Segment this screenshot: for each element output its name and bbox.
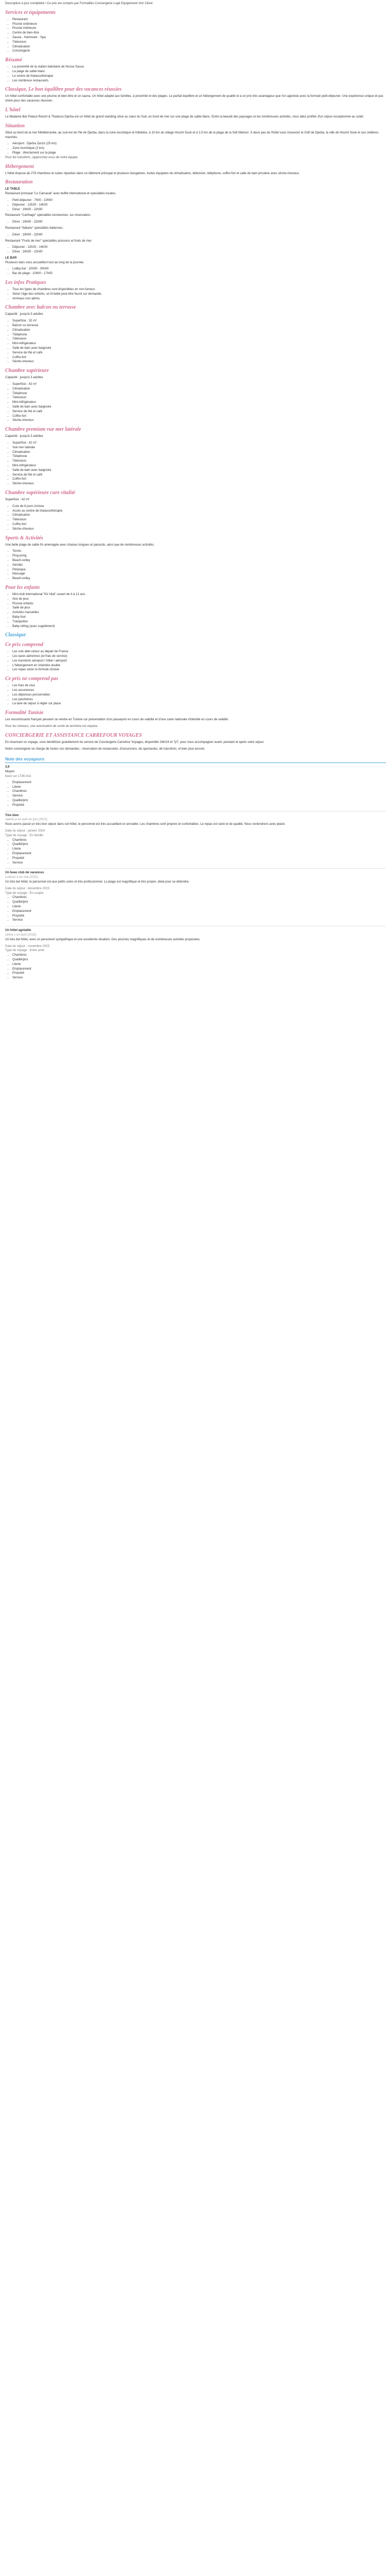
list-item: • Literie (12, 785, 386, 790)
restaurant-text: Plusieurs bars vous accueillent tout au long de la journée. (5, 261, 85, 264)
list-item: • Dîner : 19h00 - 22h00 (12, 220, 386, 225)
room-features (5, 504, 386, 532)
list-item: • Télévision (12, 40, 386, 45)
review-type: Type de voyage : En couple (5, 891, 44, 895)
situation-list (5, 142, 386, 155)
concierge-text2: Notre conciergerie se charge de toutes vos demandes : réservation de restaurants, d'excursions, de spectacles, de transferts, et bien plus encore. (5, 747, 205, 751)
list-item: • Service (12, 918, 386, 923)
room-title: Chambre supérieure (5, 368, 49, 374)
list-item: • Déjeuner : 12h30 - 14h30 (12, 245, 386, 250)
review-text: Un très bel hôtel, avec un personnel sympathique et une excellente situation. Des piscines magnifiques et de nombreuses activités proposées. (5, 938, 201, 941)
classique-text: Un hôtel confortable avec une piscine et bien-être et un sauna. Un hôtel adapté aux familles, à proximité et des plages. Le parfait équilibre et un hébergement de qualité et à un prix très avantageux que l'on apprécie avec la formule petit-déjeuner. Une expérience unique et pas chère pour des vacances réussies. (5, 95, 383, 103)
room-capacity: Capacité : jusqu'à 3 adultes (5, 376, 43, 380)
list-item: • Service de thé et café (12, 473, 386, 478)
classique-title: Classique, Le bon équilibre pour des vacances réussies (5, 87, 122, 93)
situation-title: Situation (5, 123, 25, 129)
price-list (5, 650, 386, 672)
list-item: • Le centre de thalassothérapie (12, 74, 386, 79)
review-date: Date du séjour : janvier 2024 (5, 829, 45, 833)
list-item: • Literie (12, 962, 386, 967)
list-item: • Déjeuner : 12h30 - 14h30 (12, 203, 386, 208)
restaurant-hours (5, 267, 386, 276)
review-head: Un beau club de vacances (5, 871, 44, 875)
list-item: • Superficie : 42 m² (12, 382, 386, 387)
list-item: • Propreté (12, 803, 386, 808)
review-criteria (5, 953, 386, 980)
list-item: • Superficie : 42 m² (12, 441, 386, 446)
list-item: • Climatisation (12, 450, 386, 455)
reviews-score-label: Moyen (5, 770, 15, 774)
room-capacity: Capacité : jusqu'à 3 adultes (5, 435, 43, 438)
rooms-section (5, 304, 386, 531)
review-head: Très bien (5, 814, 19, 817)
list-item: • Télévision (12, 459, 386, 464)
resume-title: Résumé (5, 57, 22, 63)
sports-title: Sports & Activités (5, 535, 43, 541)
room-features (5, 382, 386, 423)
list-item: • Les vols aller-retour au départ de France (12, 650, 386, 654)
list-item: • Vue mer latérale (12, 446, 386, 450)
enfants-title: Pour les enfants (5, 584, 40, 590)
list-item: • Les frais de visa (12, 684, 386, 688)
list-item: • Téléphone (12, 454, 386, 459)
restaurant-block (5, 226, 386, 238)
list-item: • Dîner : 19h00 - 22h00 (12, 208, 386, 212)
situation-note: Pour les transferts, rapprochez-vous de notre équipe. (5, 156, 78, 159)
list-item: • Qualité/prix (12, 900, 386, 905)
list-item: • Piscine enfants (12, 602, 386, 606)
concierge-title: CONCIERGERIE ET ASSISTANCE CARREFOUR VOYAGES (5, 732, 142, 738)
list-item: • Les repas selon la formule choisie (12, 668, 386, 672)
list-item: • Salle de bain avec baignoire (12, 405, 386, 410)
notprice-title: Ce prix ne comprend pas (5, 676, 58, 682)
list-item: • Service (12, 976, 386, 980)
list-item: • Les pourboires (12, 698, 386, 702)
list-item: • Coffre-fort (12, 414, 386, 419)
list-item: • L'hébergement en chambre double (12, 664, 386, 668)
list-item: • Tennis (12, 549, 386, 554)
list-item: • Lobby bar : 10h00 - 00h00 (12, 267, 386, 272)
sports-list (5, 549, 386, 581)
restaurant-hours (5, 233, 386, 238)
list-item: • Literie (12, 905, 386, 909)
list-item: • Les nombreux restaurants (12, 79, 386, 83)
list-item: • Mini-réfrigérateur (12, 464, 386, 468)
list-item: • Les taxes aériennes (et frais de service) (12, 654, 386, 659)
review-item (5, 811, 386, 866)
restaurant-text: Restaurant "Fruits de mer" spécialités poissons et fruits de mer. (5, 239, 92, 243)
formalites-text: Les ressortissants français peuvent se rendre en Tunisie sur présentation d'un passeport en cours de validité et d'une carte nationale d'identité en cours de validité. (5, 718, 229, 722)
reviews-list (5, 811, 386, 980)
situation-text: Situé au bord de la mer Méditerranée, au sud-est de l'île de Djerba, dans la zone touristique et hôtelière, à 10 km du village Houmt Souk et à 2,5 km de la plage de la Sidi Mahrez. À deux pas de l'hôtel vous trouverez le Golf de Djerba, la ville de Houmt Souk et ses célèbres marchés. (5, 131, 379, 139)
list-item: • Qualité/prix (12, 842, 386, 847)
list-item: • Sèche-cheveux (12, 482, 386, 486)
reviews-criteria-list (5, 781, 386, 808)
restaurant-block (5, 213, 386, 225)
list-item: • Sèche-cheveux (12, 418, 386, 423)
list-item: • Les transferts aéroport / hôtel / aéroport (12, 659, 386, 664)
hotel-title: L'hôtel (5, 107, 21, 113)
restaurant-text: Restaurant principal "Le Carnaval" avec buffet international et spécialités locales. (5, 192, 117, 196)
list-item: • Piscine intérieure (12, 26, 386, 31)
list-item: • Massage (12, 572, 386, 577)
list-item: • Bar de plage : 10h00 - 17h00 (12, 272, 386, 276)
review-item (5, 868, 386, 923)
review-text: Nous avons passé un très bon séjour dans cet hôtel, le personnel est très accueillant et serviable. Les chambres sont propres et confortables. Le repas est varié et de qualité. Nous reviendrons avec plaisir. (5, 823, 286, 826)
list-item: • Chambres (12, 953, 386, 958)
list-item: • La taxe de séjour à régler sur place (12, 702, 386, 706)
intro-text: Description à jour complétée ! Ce prix est compris par Formalités Conciergerie Logé Equipement Voir Client (5, 2, 153, 5)
hebergement-text: L'hôtel dispose de 278 chambres et suites réparties dans un bâtiment principal et plusieurs bungalows, toutes équipées de climatisation, télévision, téléphone, coffre-fort et salle de bain privative avec sèche-cheveux. (5, 172, 300, 175)
list-item: • Restaurant (12, 18, 386, 22)
review-author: valerie p en avril en juin (2021) (5, 818, 48, 822)
review-item (5, 926, 386, 980)
restaurant-text: Restaurant "Italiano" spécialités italiennes. (5, 226, 63, 230)
list-item: • Beach-volley (12, 577, 386, 581)
list-item: • Sèche-cheveux (12, 360, 386, 364)
list-item: • Coffre-fort (12, 477, 386, 482)
list-item: • Service (12, 861, 386, 866)
list-item: • Aérobic (12, 563, 386, 568)
formalites-title: Formalité Tunisie (5, 710, 44, 716)
list-item: • Chambres (12, 895, 386, 900)
list-item: • Centre de bien-être (12, 31, 386, 36)
review-criteria (5, 895, 386, 923)
restaurant-head: LE TABLE (5, 188, 20, 191)
loisirs-title: Les infos Pratiques (5, 280, 46, 286)
list-item: • Les assurances (12, 688, 386, 693)
list-item: • Activités manuelles (12, 611, 386, 615)
review-date: Date du séjour : novembre 2023 (5, 944, 50, 948)
list-item: • Sauna - Hammam - Spa (12, 36, 386, 40)
list-item: • Pétanque (12, 568, 386, 572)
list-item: • Emplacement (12, 967, 386, 972)
reviews-title: Note des voyageurs (5, 756, 386, 763)
list-item: • Tous les types de chambres sont disponibles en non-fumeur. (12, 287, 386, 292)
formalites-text2: Pour les mineurs, une autorisation de sortie du territoire est requise. (5, 725, 99, 728)
list-item: • Coffre-fort (12, 522, 386, 527)
resume-list (5, 65, 386, 83)
list-item: • Climatisation (12, 45, 386, 49)
restauration-title: Restauration (5, 179, 33, 185)
notprice-list (5, 684, 386, 706)
restaurant-hours (5, 198, 386, 212)
review-criteria (5, 838, 386, 866)
list-item: • Selon l'âge des enfants, un lit bébé peut être fourni sur demande. (12, 292, 386, 297)
room-title: Chambre avec balcon ou terrasse (5, 304, 76, 311)
concierge-text: En réservant ce voyage, vous bénéficiez gratuitement du service de Conciergerie Carrefour Voyages, disponible 24h/24 et 7j/7, pour vous accompagner avant, pendant et après votre séjour. (5, 740, 265, 744)
page (0, 0, 391, 986)
list-item: • Plage : directement sur la plage (12, 151, 386, 156)
list-item: • Beach-volley (12, 558, 386, 563)
list-item: • Chambres (12, 838, 386, 843)
restaurant-hours (5, 245, 386, 255)
list-item: • Zone touristique (2 km) (12, 146, 386, 151)
room-title: Chambre premium vue mer latérale (5, 427, 82, 433)
room-capacity: Superficie : 42 m² (5, 498, 30, 501)
list-item: • Emplacement (12, 909, 386, 914)
review-type: Type de voyage : Entre amis (5, 949, 45, 953)
list-item: • Télévision (12, 518, 386, 522)
services-list (5, 18, 386, 54)
review-type: Type de voyage : En famille (5, 834, 43, 837)
review-text: Un très bel hôtel, le personnel est aux petits soins et très professionnel. La plage est magnifique et très propre, idéal pour se détendre. (5, 880, 190, 884)
list-item: • Baby-foot (12, 615, 386, 620)
room-title: Chambre supérieure cure vitalité (5, 489, 75, 496)
hebergement-title: Hébergement (5, 163, 34, 170)
restaurant-head: LE BAR (5, 256, 17, 260)
reviews-score: 3,9 (5, 766, 10, 769)
list-item: • Petit-déjeuner : 7h00 - 10h00 (12, 198, 386, 203)
price-title: Ce prix comprend (5, 642, 43, 648)
list-item: • Trampoline (12, 620, 386, 624)
list-item: • Téléphone (12, 333, 386, 337)
list-item: • Aéroport : Djerba Zarzis (25 km) (12, 142, 386, 146)
list-item: • Télévision (12, 337, 386, 342)
list-item: • Salle de jeux (12, 606, 386, 611)
list-item: • Les dépenses personnelles (12, 693, 386, 698)
list-item: • Service de thé et café (12, 410, 386, 414)
list-item: • Mini-club international "Kit Vital" ouvert de 4 à 12 ans (12, 592, 386, 597)
restaurant-text: Restaurant "Carthage" spécialités tunisiennes, sur réservation. (5, 214, 91, 217)
list-item: • Conciergerie (12, 49, 386, 54)
room-features (5, 441, 386, 486)
restaurant-hours (5, 220, 386, 225)
list-item: • Ping-pong (12, 554, 386, 558)
list-item: • Service de thé et café (12, 351, 386, 355)
enfants-list (5, 592, 386, 629)
services-title: Services et équipements (5, 9, 56, 15)
list-item: • Salle de bain avec baignoire (12, 468, 386, 473)
list-item: • Piscine extérieure (12, 22, 386, 27)
list-item: • Qualité/prix (12, 958, 386, 962)
hotel-text: Le Madame Bar Palace Resort & Thalasso Djerba est un hôtel de grand standing situé au cœur du Sud, en bord de mer sur une plage de sable blanc. Entre la beauté des paysages et les nombreuses activités, vous allez profiter d'un séjour exceptionnel au soleil. (5, 115, 364, 118)
list-item: • Mini-réfrigérateur (12, 342, 386, 346)
list-item: • Propreté (12, 971, 386, 976)
reviews-count: basé sur 1736 Avis (5, 775, 31, 778)
list-item: • Superficie : 32 m² (12, 319, 386, 324)
review-author: céline c en avril (2023) (5, 933, 37, 937)
list-item: • Propreté (12, 914, 386, 919)
list-item: • Animaux non admis. (12, 297, 386, 301)
list-item: • Chambres (12, 789, 386, 794)
list-item: • Accès au centre de thalassothérapie (12, 509, 386, 514)
list-item: • Climatisation (12, 387, 386, 392)
review-date: Date du séjour : décembre 2023 (5, 887, 50, 890)
list-item: • Sèche-cheveux (12, 527, 386, 532)
list-item: • Dîner : 19h00 - 22h00 (12, 233, 386, 238)
room-capacity: Capacité : jusqu'à 3 adultes (5, 313, 43, 316)
list-item: • Propreté (12, 856, 386, 861)
list-item: • Qualité/prix (12, 799, 386, 803)
list-item: • La proximité de la station balnéaire de Nosse Sassa (12, 65, 386, 70)
review-author: Ludovic e en mai (2021) (5, 876, 39, 879)
list-item: • Climatisation (12, 328, 386, 333)
list-item: • Emplacement (12, 781, 386, 785)
list-item: • Balcon ou terrasse (12, 324, 386, 328)
list-item: • Literie (12, 847, 386, 852)
list-item: • Cure de 6 jours incluse (12, 504, 386, 509)
list-item: • Baby-sitting (avec supplément) (12, 624, 386, 629)
list-item: • Mini-réfrigérateur (12, 400, 386, 405)
classique2-title: Classique (5, 632, 26, 638)
list-item: • Dîner : 19h00 - 22h00 (12, 250, 386, 255)
list-item: • Salle de bain avec baignoire (12, 346, 386, 351)
restaurant-block (5, 187, 386, 212)
list-item: • Emplacement (12, 852, 386, 856)
list-item: • Télévision (12, 396, 386, 400)
sports-text: Une belle plage de sable fin aménagée avec chaises longues et parasols, ainsi que de nombreuses activités. (5, 543, 155, 547)
restaurant-block (5, 256, 386, 276)
list-item: • La plage de sable blanc (12, 70, 386, 74)
list-item: • Coffre-fort (12, 355, 386, 360)
list-item: • Téléphone (12, 392, 386, 396)
loisirs-list (5, 287, 386, 301)
restaurant-block (5, 239, 386, 255)
restauration-blocks (5, 187, 386, 276)
room-features (5, 319, 386, 364)
review-head: Un hôtel agréable (5, 929, 31, 933)
list-item: • Service (12, 794, 386, 799)
list-item: • Climatisation (12, 513, 386, 518)
list-item: • Aire de jeux (12, 597, 386, 602)
